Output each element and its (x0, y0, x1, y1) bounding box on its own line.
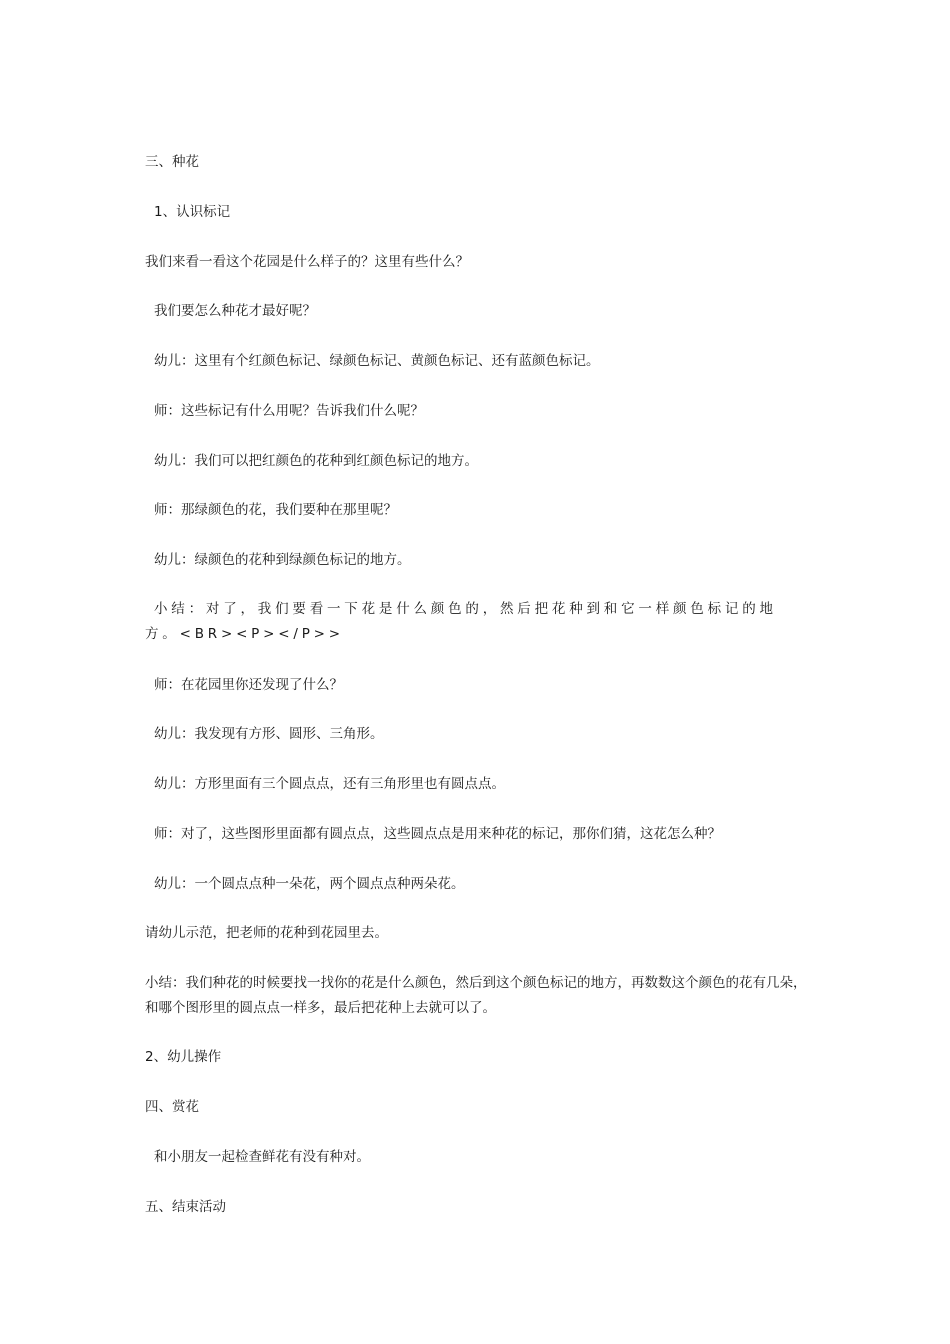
paragraph-line: 我们要怎么种花才最好呢？ (154, 303, 316, 319)
paragraph-line: 师：这些标记有什么用呢？告诉我们什么呢？ (154, 403, 424, 419)
paragraph-line: 和小朋友一起检查鲜花有没有种对。 (154, 1149, 370, 1165)
paragraph-line: 师：对了，这些图形里面都有圆点点，这些圆点点是用来种花的标记，那你们猜，这花怎么种？ (154, 826, 721, 842)
section-heading-ending: 五、结束活动 (145, 1199, 226, 1215)
section-heading-appreciate: 四、赏花 (145, 1099, 199, 1115)
paragraph-line: 幼儿：我发现有方形、圆形、三角形。 (154, 726, 384, 742)
paragraph-line: 幼儿：绿颜色的花种到绿颜色标记的地方。 (154, 552, 411, 568)
summary-paragraph: 小结：我们种花的时候要找一找你的花是什么颜色，然后到这个颜色标记的地方，再数数这个颜色的花有几朵，和哪个图形里的圆点点一样多，最后把花种上去就可以了。 (145, 975, 807, 1016)
paragraph-line: 我们来看一看这个花园是什么样子的？这里有些什么？ (145, 254, 469, 270)
section-heading-planting: 三、种花 (145, 154, 199, 170)
paragraph-line: 请幼儿示范，把老师的花种到花园里去。 (145, 925, 388, 941)
paragraph-line: 师：在花园里你还发现了什么？ (154, 677, 343, 693)
subheading-recognize-marks: 1、认识标记 (154, 204, 231, 220)
paragraph-line: 幼儿：我们可以把红颜色的花种到红颜色标记的地方。 (154, 453, 478, 469)
summary-paragraph: 小结：对了，我们要看一下花是什么颜色的，然后把花种到和它一样颜色标记的地方。<BR><P></P>> (145, 601, 777, 642)
paragraph-line: 幼儿：这里有个红颜色标记、绿颜色标记、黄颜色标记、还有蓝颜色标记。 (154, 353, 600, 369)
paragraph-line: 幼儿：方形里面有三个圆点点，还有三角形里也有圆点点。 (154, 776, 505, 792)
paragraph-line: 幼儿：一个圆点点种一朵花，两个圆点点种两朵花。 (154, 876, 465, 892)
paragraph-line: 师：那绿颜色的花，我们要种在那里呢？ (154, 502, 397, 518)
subheading-child-operation: 2、幼儿操作 (145, 1049, 222, 1065)
